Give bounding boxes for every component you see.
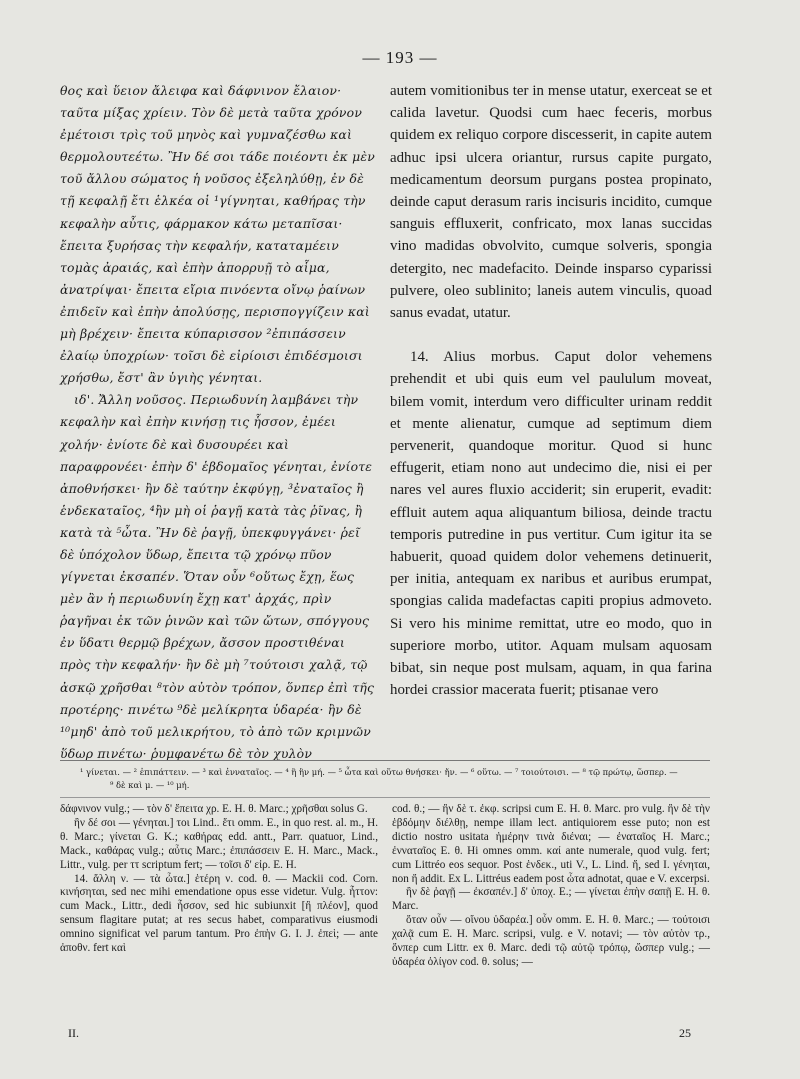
latin-paragraph-1: autem vomitionibus ter in mense utatur, exerceat se et calida lavetur. Quodsi cum haec feceris, morbus quidem ex reliquo corpore discesserit, in capite autem adhuc ipsi ulcera oriantur, rursus capite purgato, medicamentum deorsum purgans postea propinato, deinde caput derasum raris incisuris incidito, cumque sanguis effluxerit, confricato, mox lanas succidas vino madidas obvolvito, cumque solveris, spongia detergito, nec madefacito. Deinde insparso cyparissi pulvere, oleo sublinito; laneis autem vinculis, quoad sanus evadat, utatur. <box>390 83 712 322</box>
folio-number: 25 <box>679 1026 691 1040</box>
apparatus-entry: 14. ἄλλη ν. — τὰ ὦτα.] ἑτέρη ν. cod. θ. — Mackii cod. Corn. κινήσηται, sed nec mihi emendatione opus esse videtur. Vulg. ἧττον: cum Mack., Littr., dedi ἧσσον, sed hic subiunxit [ἢ πλέον], quod sensum flagitare putat; at res secus habet, comparativus eiusmodi omnino significat vel parum tantum. Pro ἐπὴν G. I. J. ἐπεὶ; — ante ἀποθν. fert καὶ <box>60 872 378 955</box>
apparatus-entry: ἢν δὲ ῥαγῇ — ἐκσαπέν.] δ' ὑποχ. E.; — γίνεται ἐπὴν σαπῇ E. H. θ. Marc. <box>392 886 710 913</box>
apparatus-right-column <box>392 803 710 970</box>
page-number: — 193 — <box>362 48 438 67</box>
apparatus-entry: ὅταν οὖν — οἴνου ὑδαρέα.] οὖν omm. E. H. θ. Marc.; — τούτοισι χαλᾷ cum E. H. Marc. scripsi, vulg. e V. notavi; — τὸν αὐτὸν τρ., ὅνπερ cum Littr. ex θ. Marc. dedi τῷ αὐτῷ τρόπῳ, ὥσπερ vulg.; — ὑδαρέα ὀλίγον cod. θ. solus; — <box>392 914 710 968</box>
apparatus-left-column <box>60 803 378 956</box>
footnote-line-2: ⁹ δὲ καὶ μ. — ¹⁰ μή. <box>110 780 190 790</box>
greek-paragraph-1: θος καὶ ὕειον ἄλειφα καὶ δάφνινον ἔλαιον· ταῦτα μίξας χρίειν. Τὸν δὲ μετὰ ταῦτα χρόνον ἐμέτοισι τρὶς τοῦ μηνὸς καὶ γυμναζέσθω καὶ θερμολουτεέτω. Ἢν δέ σοι τάδε ποιέοντι ἐκ μὲν τοῦ ἄλλου σώματος ἡ νοῦσος ἐξεληλύθῃ, ἐν δὲ τῇ κεφαλῇ ἔτι ἑλκέα οἱ ¹γίγνηται, καθήρας τὴν κεφαλὴν αὖτις, φάρμακον κάτω μεταπῖσαι· ἔπειτα ξυρήσας τὴν κεφαλήν, καταταμέειν τομὰς ἀραιάς, καὶ ἐπὴν ἀπορρυῇ τὸ αἷμα, ἀνατρίψαι· ἔπειτα εἴρια πινόεντα οἴνῳ ῥαίνων ἐπιδεῖν καὶ ἐπὴν ἀπολύσῃς, περισπογγίζειν καὶ μὴ βρέχειν· ἔπειτα κύπαρισσον ²ἐπιπάσσειν ἐλαίῳ ὑποχρίων· τοῖσι δὲ εἰρίοισι ἐπιδέσμοισι χρήσθω, ἔστ' ἂν ὑγιὴς γένηται. <box>60 83 375 386</box>
apparatus-entry: cod. θ.; — ἢν δὲ τ. ἐκφ. scripsi cum E. H. θ. Marc. pro vulg. ἢν δὲ τὴν ἑβδόμην διέλθῃ, nempe illam lect. antiquiorem esse puto; non est dictio nostro usitata ἡμέρην τινὰ διέναι; — ἐναταῖος H. Marc.; ἐνναταῖος E. θ. Hi omnes omm. καί ante numerale, quod vulg. fert; cum Littréo eos sequor. Post ἑνδεκ., uti V., L. Lind. ἤ, sed I. γένηται, non ἤ addit. Ex L. Littréus eadem post ὦτα adnotat, quae e V. excerpsi. <box>392 803 710 885</box>
latin-paragraph-2: 14. Alius morbus. Caput dolor vehemens prehendit et ubi quis eum vel paululum moveat, bilem vomit, interdum vero difficulter urinam reddit et mente alienatur, cumque ad septimum diem pervenerit, quandoque moritur. Quod si hunc effugerit, etiam nono aut undecimo die, nisi ei per nares vel aures fluxio acciderit; sin eruperit, evadit: effluit autem aqua aliquantum biliosa, deinde tractu temporis putredine in pus vertitur. Cum igitur ita se habuerit, quoad quidem dolor vehemens detinuerit, per initia, antequam ex naribus et auribus erumpat, spongias calida madefactas capiti propius admoveto. Si vero his minime remittat, utre eo modo, quo in superiore morbo, utitor. Aquam mulsam aquosam bibat, sin neque post mulsam, aquam, in qua farina hordei crassior macerata fuerit; ptisanae vero <box>390 349 712 699</box>
footnote-line-1: ¹ γίνεται. — ² ἐπιπάττειν. — ³ καὶ ἐνναταῖος. — ⁴ ἢ ἢν μή. — ⁵ ὦτα καὶ οὕτω θνήσκει· ἤν. — ⁶ οὕτω. — ⁷ τοιούτοισι. — ⁸ τῷ πρώτῳ, ὥσπερ. — <box>80 767 678 777</box>
footnote-divider <box>60 760 710 761</box>
apparatus-entry: δάφνινον vulg.; — τὸν δ' ἔπειτα χρ. E. H. θ. Marc.; χρῆσθαι solus G. <box>60 803 368 815</box>
greek-text-column <box>60 80 378 765</box>
greek-paragraph-2: ιδ'. Ἄλλη νοῦσος. Περιωδυνίη λαμβάνει τὴν κεφαλὴν καὶ ἐπὴν κινήσῃ τις ἧσσον, ἐμέει χολήν· ἐνίοτε δὲ καὶ δυσουρέει καὶ παραφρονέει· ἐπὴν δ' ἑβδομαῖος γένηται, ἐνίοτε ἀποθνήσκει· ἢν δὲ ταύτην ἐκφύγῃ, ³ἐναταῖος ἢ ἑνδεκαταῖος, ⁴ἢν μὴ οἱ ῥαγῇ κατὰ τὰς ῥῖνας, ἢ κατὰ τὰ ⁵ὦτα. Ἢν δὲ ῥαγῇ, ὑπεκφυγγάνει· ῥεῖ δὲ ὑπόχολον ὕδωρ, ἔπειτα τῷ χρόνῳ πῦον γίγνεται ἐκσαπέν. Ὅταν οὖν ⁶οὕτως ἔχῃ, ἕως μὲν ἂν ἡ περιωδυνίη ἔχῃ κατ' ἀρχάς, πρὶν ῥαγῆναι ἐκ τῶν ῥινῶν καὶ τῶν ὤτων, σπόγγους ἐν ὕδατι θερμῷ βρέχων, ἄσσον προστιθέναι πρὸς τὴν κεφαλήν· ἢν δὲ μὴ ⁷τούτοισι χαλᾷ, τῷ ἀσκῷ χρῆσθαι ⁸τὸν αὐτὸν τρόπον, ὅνπερ ἐπὶ τῆς προτέρης· πινέτω ⁹δὲ μελίκρητα ὑδαρέα· ἢν δὲ ¹⁰μηδ' ἀπὸ τοῦ μελικρήτου, τὸ ἀπὸ τῶν κριμνῶν ὕδωρ πινέτω· ῥυμφανέτω δὲ τὸν χυλὸν <box>60 392 375 761</box>
apparatus-entry: ἢν δέ σοι — γένηται.] τοι Lind.. ἔτι omm. E., in quo rest. al. m., H. θ. Marc.; γίνεται G. K.; καθήρας edd. antt., Parr. quatuor, Lind., Mack., καθάρας vulg.; αὖτις Marc.; ἐπιπάσσειν E. H. Marc., Mack., Littr., vulg. per ττ scriptum fert; — τοῖσι δ' εἰρ. E. H. <box>60 816 378 871</box>
latin-text-column <box>390 80 712 701</box>
signature-mark: II. <box>68 1026 79 1040</box>
apparatus-divider <box>60 797 710 798</box>
